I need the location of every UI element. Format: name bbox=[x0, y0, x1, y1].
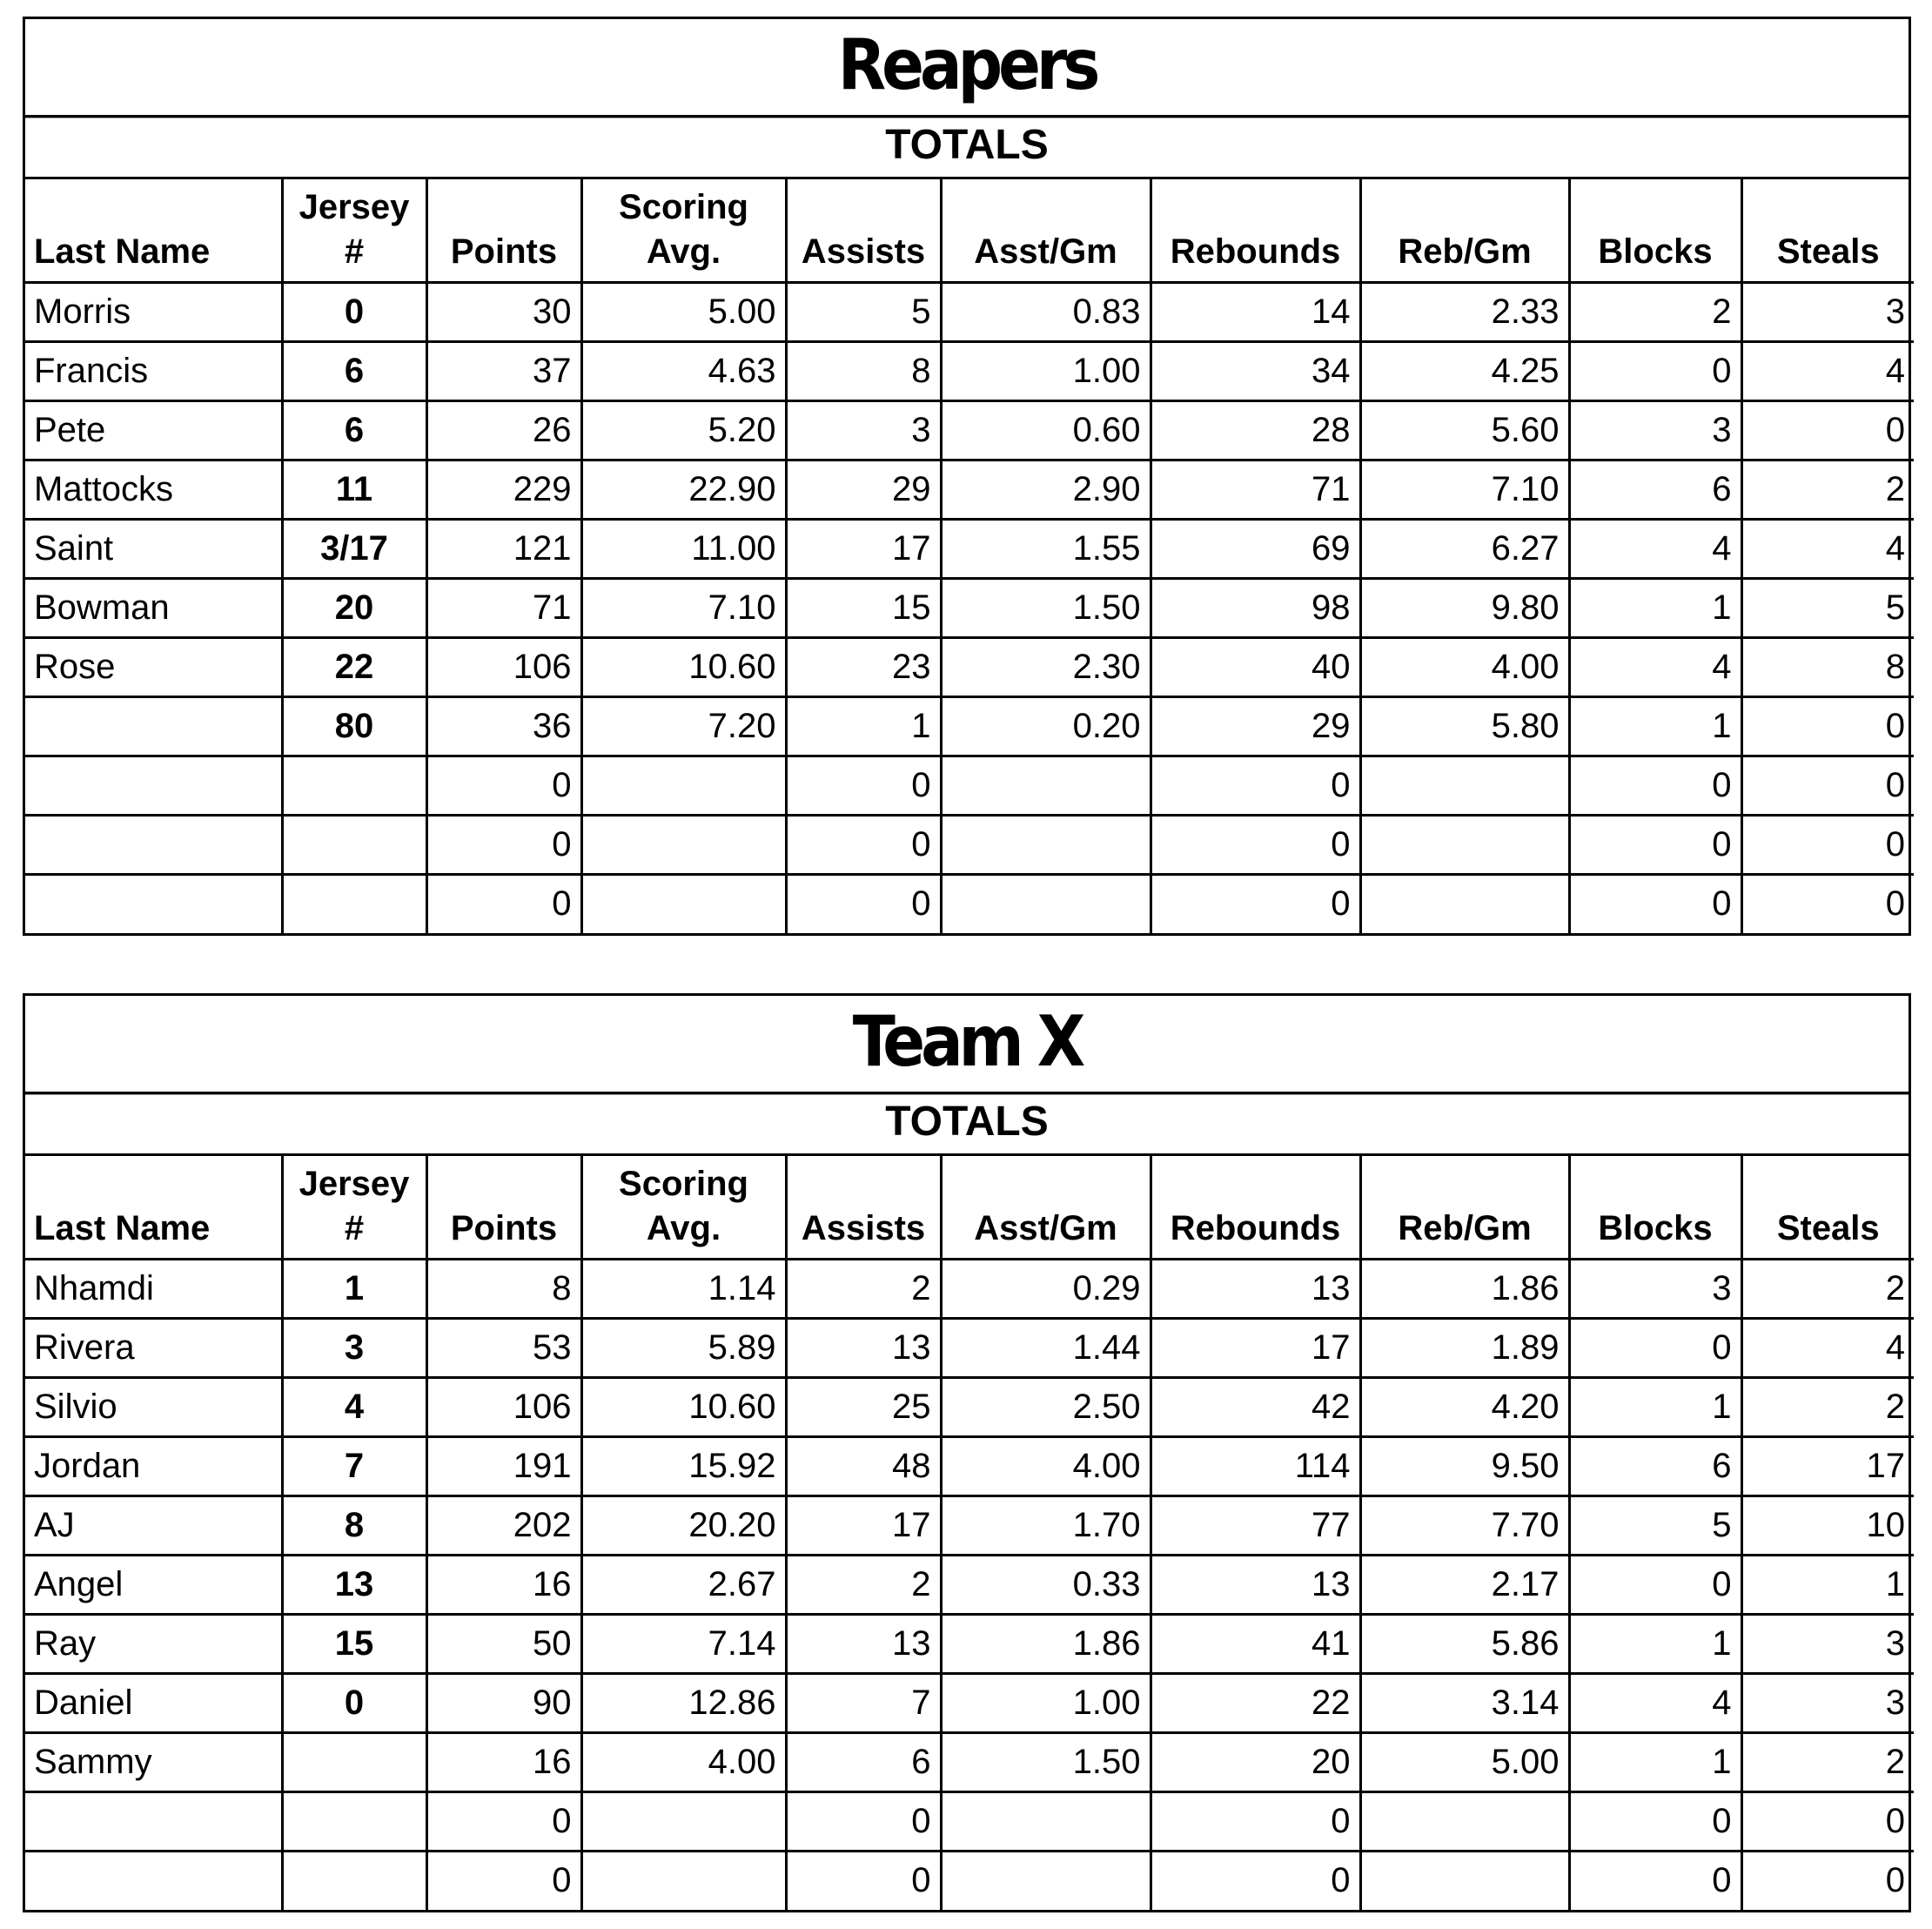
header-reb-gm: Reb/Gm bbox=[1360, 1156, 1569, 1259]
cell-jersey: 1 bbox=[282, 1259, 426, 1318]
table-body bbox=[25, 282, 1914, 933]
cell-steals: 0 bbox=[1885, 1861, 1905, 1900]
cell-rebounds: 42 bbox=[1150, 1377, 1360, 1436]
cell-rebounds: 0 bbox=[1150, 1791, 1360, 1851]
cell-assists: 23 bbox=[786, 637, 941, 696]
table-row bbox=[25, 1851, 1914, 1910]
cell-scoring-avg: 7.10 bbox=[581, 578, 786, 637]
header-jersey: Jersey # bbox=[282, 1156, 426, 1259]
cell-reb-gm: 1.86 bbox=[1360, 1259, 1569, 1318]
cell-steals: 5 bbox=[1741, 578, 1914, 637]
table-row bbox=[25, 1673, 1914, 1732]
cell-steals: 0 bbox=[1741, 1791, 1914, 1851]
cell-scoring-avg: 10.60 bbox=[581, 637, 786, 696]
table-row bbox=[25, 815, 1914, 874]
cell-points: 36 bbox=[426, 696, 581, 756]
cell-rebounds: 41 bbox=[1150, 1614, 1360, 1673]
cell-assists: 6 bbox=[786, 1732, 941, 1791]
cell-rebounds: 13 bbox=[1150, 1555, 1360, 1614]
cell-steals: 3 bbox=[1741, 1673, 1914, 1732]
table-row bbox=[25, 874, 1914, 933]
header-last-name: Last Name bbox=[25, 1156, 282, 1259]
cell-last-name: Jordan bbox=[25, 1436, 282, 1495]
header-jersey: Jersey # bbox=[282, 179, 426, 282]
cell-scoring-avg bbox=[581, 756, 786, 815]
cell-steals: 1 bbox=[1741, 1555, 1914, 1614]
cell-asst-gm: 2.90 bbox=[941, 460, 1150, 519]
cell-reb-gm: 7.10 bbox=[1360, 460, 1569, 519]
cell-reb-gm: 4.25 bbox=[1360, 341, 1569, 400]
cell-points: 50 bbox=[426, 1614, 581, 1673]
cell-scoring-avg: 10.60 bbox=[581, 1377, 786, 1436]
header-blocks: Blocks bbox=[1569, 1156, 1741, 1259]
cell-jersey: 11 bbox=[282, 460, 426, 519]
table-row bbox=[25, 1614, 1914, 1673]
cell-blocks: 3 bbox=[1569, 400, 1741, 460]
cell-reb-gm bbox=[1360, 1851, 1569, 1910]
cell-points: 229 bbox=[426, 460, 581, 519]
table-row bbox=[25, 578, 1914, 637]
cell-assists: 17 bbox=[786, 1495, 941, 1555]
header-assists: Assists bbox=[786, 179, 941, 282]
cell-blocks: 0 bbox=[1569, 341, 1741, 400]
cell-jersey bbox=[282, 756, 426, 815]
cell-last-name bbox=[25, 874, 282, 933]
cell-steals: 10 bbox=[1741, 1495, 1914, 1555]
cell-last-name: Mattocks bbox=[25, 460, 282, 519]
cell-blocks: 6 bbox=[1569, 1436, 1741, 1495]
cell-rebounds: 71 bbox=[1150, 460, 1360, 519]
table-row bbox=[25, 341, 1914, 400]
cell-jersey: 3 bbox=[282, 1318, 426, 1377]
cell-rebounds: 20 bbox=[1150, 1732, 1360, 1791]
cell-reb-gm: 2.33 bbox=[1360, 282, 1569, 341]
cell-rebounds: 0 bbox=[1150, 756, 1360, 815]
cell-assists: 5 bbox=[786, 282, 941, 341]
cell-scoring-avg: 20.20 bbox=[581, 1495, 786, 1555]
header-points: Points bbox=[426, 1156, 581, 1259]
cell-steals: 0 bbox=[1741, 815, 1914, 874]
table-row bbox=[25, 1555, 1914, 1614]
cell-scoring-avg bbox=[581, 1851, 786, 1910]
cell-reb-gm: 2.17 bbox=[1360, 1555, 1569, 1614]
cell-asst-gm: 0.20 bbox=[941, 696, 1150, 756]
cell-jersey: 6 bbox=[282, 400, 426, 460]
cell-blocks: 0 bbox=[1569, 1555, 1741, 1614]
table-body bbox=[25, 1259, 1914, 1910]
table-row bbox=[25, 1259, 1914, 1318]
cell-rebounds: 0 bbox=[1150, 1851, 1360, 1910]
cell-scoring-avg bbox=[581, 874, 786, 933]
table-row bbox=[25, 460, 1914, 519]
cell-scoring-avg: 5.00 bbox=[581, 282, 786, 341]
cell-points: 191 bbox=[426, 1436, 581, 1495]
cell-asst-gm: 1.44 bbox=[941, 1318, 1150, 1377]
cell-rebounds: 17 bbox=[1150, 1318, 1360, 1377]
cell-assists: 1 bbox=[786, 696, 941, 756]
cell-reb-gm: 3.14 bbox=[1360, 1673, 1569, 1732]
cell-points: 0 bbox=[426, 1851, 581, 1910]
cell-assists: 17 bbox=[786, 519, 941, 578]
cell-asst-gm bbox=[941, 1851, 1150, 1910]
cell-blocks: 4 bbox=[1569, 1673, 1741, 1732]
table-row bbox=[25, 756, 1914, 815]
cell-rebounds: 22 bbox=[1150, 1673, 1360, 1732]
totals-label: TOTALS bbox=[25, 112, 1909, 179]
cell-points: 26 bbox=[426, 400, 581, 460]
cell-assists: 13 bbox=[786, 1318, 941, 1377]
cell-points: 106 bbox=[426, 637, 581, 696]
cell-last-name: Silvio bbox=[25, 1377, 282, 1436]
cell-blocks: 1 bbox=[1569, 578, 1741, 637]
cell-points: 16 bbox=[426, 1555, 581, 1614]
cell-points: 71 bbox=[426, 578, 581, 637]
cell-points: 0 bbox=[426, 756, 581, 815]
cell-rebounds: 69 bbox=[1150, 519, 1360, 578]
cell-asst-gm bbox=[941, 874, 1150, 933]
header-points: Points bbox=[426, 179, 581, 282]
cell-blocks: 0 bbox=[1569, 815, 1741, 874]
cell-scoring-avg: 7.14 bbox=[581, 1614, 786, 1673]
cell-asst-gm: 0.29 bbox=[941, 1259, 1150, 1318]
table-row bbox=[25, 519, 1914, 578]
header-scoring-avg: Scoring Avg. bbox=[581, 1156, 786, 1259]
cell-reb-gm: 5.00 bbox=[1360, 1732, 1569, 1791]
cell-steals: 3 bbox=[1741, 1614, 1914, 1673]
cell-scoring-avg: 5.20 bbox=[581, 400, 786, 460]
cell-reb-gm bbox=[1360, 874, 1569, 933]
cell-asst-gm: 1.55 bbox=[941, 519, 1150, 578]
cell-jersey: 0 bbox=[282, 282, 426, 341]
cell-blocks: 0 bbox=[1569, 874, 1741, 933]
cell-steals: 3 bbox=[1741, 282, 1914, 341]
table-row bbox=[25, 400, 1914, 460]
cell-steals: 8 bbox=[1741, 637, 1914, 696]
header-row bbox=[25, 179, 1914, 282]
cell-reb-gm bbox=[1360, 815, 1569, 874]
header-scoring-avg: Scoring Avg. bbox=[581, 179, 786, 282]
cell-scoring-avg bbox=[581, 1791, 786, 1851]
cell-points: 121 bbox=[426, 519, 581, 578]
stats-table bbox=[25, 179, 1914, 933]
cell-reb-gm: 7.70 bbox=[1360, 1495, 1569, 1555]
cell-scoring-avg: 7.20 bbox=[581, 696, 786, 756]
cell-reb-gm bbox=[1360, 1791, 1569, 1851]
cell-last-name bbox=[25, 1791, 282, 1851]
cell-blocks: 1 bbox=[1569, 1377, 1741, 1436]
cell-asst-gm: 1.00 bbox=[941, 1673, 1150, 1732]
cell-asst-gm bbox=[941, 815, 1150, 874]
cell-steals: 17 bbox=[1741, 1436, 1914, 1495]
cell-asst-gm bbox=[941, 1791, 1150, 1851]
table-row bbox=[25, 1791, 1914, 1851]
cell-asst-gm: 1.86 bbox=[941, 1614, 1150, 1673]
cell-jersey: 22 bbox=[282, 637, 426, 696]
table-row bbox=[25, 1377, 1914, 1436]
cell-asst-gm: 0.83 bbox=[941, 282, 1150, 341]
team-title: Team X bbox=[25, 991, 1909, 1095]
cell-jersey: 7 bbox=[282, 1436, 426, 1495]
cell-points: 0 bbox=[426, 815, 581, 874]
totals-label: TOTALS bbox=[25, 1089, 1909, 1156]
cell-assists: 2 bbox=[786, 1259, 941, 1318]
team-title: Reapers bbox=[25, 14, 1909, 118]
cell-points: 16 bbox=[426, 1732, 581, 1791]
cell-assists: 7 bbox=[786, 1673, 941, 1732]
cell-blocks: 5 bbox=[1569, 1495, 1741, 1555]
cell-jersey bbox=[282, 815, 426, 874]
cell-scoring-avg: 12.86 bbox=[581, 1673, 786, 1732]
table-row bbox=[25, 696, 1914, 756]
cell-steals: 0 bbox=[1885, 884, 1905, 924]
cell-last-name: Rose bbox=[25, 637, 282, 696]
cell-assists: 48 bbox=[786, 1436, 941, 1495]
header-steals: Steals bbox=[1741, 1156, 1914, 1259]
cell-assists: 0 bbox=[786, 1791, 941, 1851]
cell-rebounds: 34 bbox=[1150, 341, 1360, 400]
cell-scoring-avg: 22.90 bbox=[581, 460, 786, 519]
cell-asst-gm: 0.33 bbox=[941, 1555, 1150, 1614]
cell-jersey: 4 bbox=[282, 1377, 426, 1436]
cell-asst-gm: 4.00 bbox=[941, 1436, 1150, 1495]
cell-last-name bbox=[25, 696, 282, 756]
cell-scoring-avg: 4.63 bbox=[581, 341, 786, 400]
cell-points: 30 bbox=[426, 282, 581, 341]
cell-jersey: 3/17 bbox=[282, 519, 426, 578]
cell-blocks: 1 bbox=[1569, 1614, 1741, 1673]
cell-jersey: 13 bbox=[282, 1555, 426, 1614]
cell-reb-gm: 9.50 bbox=[1360, 1436, 1569, 1495]
cell-reb-gm: 4.20 bbox=[1360, 1377, 1569, 1436]
cell-scoring-avg: 2.67 bbox=[581, 1555, 786, 1614]
cell-rebounds: 114 bbox=[1150, 1436, 1360, 1495]
cell-rebounds: 14 bbox=[1150, 282, 1360, 341]
cell-jersey: 15 bbox=[282, 1614, 426, 1673]
cell-reb-gm: 6.27 bbox=[1360, 519, 1569, 578]
cell-scoring-avg: 11.00 bbox=[581, 519, 786, 578]
cell-jersey: 6 bbox=[282, 341, 426, 400]
cell-reb-gm: 5.60 bbox=[1360, 400, 1569, 460]
cell-points: 0 bbox=[426, 1791, 581, 1851]
cell-rebounds: 77 bbox=[1150, 1495, 1360, 1555]
table-row bbox=[25, 1436, 1914, 1495]
cell-assists: 2 bbox=[786, 1555, 941, 1614]
cell-jersey bbox=[282, 1851, 426, 1910]
cell-blocks: 2 bbox=[1569, 282, 1741, 341]
header-reb-gm: Reb/Gm bbox=[1360, 179, 1569, 282]
cell-blocks: 4 bbox=[1569, 637, 1741, 696]
cell-assists: 0 bbox=[786, 1851, 941, 1910]
header-rebounds: Rebounds bbox=[1150, 1156, 1360, 1259]
table-row bbox=[25, 637, 1914, 696]
team-sheet-reapers bbox=[23, 17, 1911, 936]
cell-asst-gm: 2.30 bbox=[941, 637, 1150, 696]
cell-asst-gm: 1.50 bbox=[941, 1732, 1150, 1791]
cell-blocks: 1 bbox=[1569, 696, 1741, 756]
cell-jersey: 8 bbox=[282, 1495, 426, 1555]
cell-scoring-avg: 1.14 bbox=[581, 1259, 786, 1318]
cell-reb-gm bbox=[1360, 756, 1569, 815]
cell-asst-gm: 0.60 bbox=[941, 400, 1150, 460]
cell-assists: 13 bbox=[786, 1614, 941, 1673]
cell-steals: 0 bbox=[1741, 400, 1914, 460]
cell-assists: 3 bbox=[786, 400, 941, 460]
cell-scoring-avg bbox=[581, 815, 786, 874]
cell-steals: 4 bbox=[1741, 341, 1914, 400]
header-last-name: Last Name bbox=[25, 179, 282, 282]
cell-asst-gm: 1.70 bbox=[941, 1495, 1150, 1555]
header-blocks: Blocks bbox=[1569, 179, 1741, 282]
cell-blocks: 0 bbox=[1569, 1318, 1741, 1377]
cell-jersey: 80 bbox=[282, 696, 426, 756]
cell-last-name: Rivera bbox=[25, 1318, 282, 1377]
cell-asst-gm: 1.50 bbox=[941, 578, 1150, 637]
cell-blocks: 3 bbox=[1569, 1259, 1741, 1318]
cell-last-name: Francis bbox=[25, 341, 282, 400]
cell-jersey bbox=[282, 874, 426, 933]
cell-last-name bbox=[25, 1851, 282, 1910]
cell-blocks: 1 bbox=[1569, 1732, 1741, 1791]
cell-rebounds: 28 bbox=[1150, 400, 1360, 460]
cell-steals: 4 bbox=[1741, 519, 1914, 578]
cell-points: 53 bbox=[426, 1318, 581, 1377]
table-row bbox=[25, 1318, 1914, 1377]
header-assists: Assists bbox=[786, 1156, 941, 1259]
cell-points: 106 bbox=[426, 1377, 581, 1436]
header-rebounds: Rebounds bbox=[1150, 179, 1360, 282]
cell-assists: 29 bbox=[786, 460, 941, 519]
header-row bbox=[25, 1156, 1914, 1259]
cell-rebounds: 40 bbox=[1150, 637, 1360, 696]
cell-points: 202 bbox=[426, 1495, 581, 1555]
cell-last-name: Sammy bbox=[25, 1732, 282, 1791]
cell-rebounds: 98 bbox=[1150, 578, 1360, 637]
cell-points: 37 bbox=[426, 341, 581, 400]
cell-rebounds: 0 bbox=[1150, 815, 1360, 874]
cell-asst-gm: 1.00 bbox=[941, 341, 1150, 400]
cell-reb-gm: 5.80 bbox=[1360, 696, 1569, 756]
cell-reb-gm: 9.80 bbox=[1360, 578, 1569, 637]
cell-rebounds: 29 bbox=[1150, 696, 1360, 756]
cell-steals: 2 bbox=[1741, 1259, 1914, 1318]
cell-last-name: Morris bbox=[25, 282, 282, 341]
cell-blocks: 6 bbox=[1569, 460, 1741, 519]
cell-last-name bbox=[25, 756, 282, 815]
table-row bbox=[25, 282, 1914, 341]
cell-reb-gm: 4.00 bbox=[1360, 637, 1569, 696]
cell-last-name: AJ bbox=[25, 1495, 282, 1555]
cell-assists: 0 bbox=[786, 874, 941, 933]
cell-last-name: Angel bbox=[25, 1555, 282, 1614]
cell-blocks: 0 bbox=[1569, 1791, 1741, 1851]
cell-last-name: Pete bbox=[25, 400, 282, 460]
cell-jersey bbox=[282, 1732, 426, 1791]
table-row bbox=[25, 1495, 1914, 1555]
cell-points: 90 bbox=[426, 1673, 581, 1732]
cell-steals: 0 bbox=[1741, 756, 1914, 815]
cell-steals: 4 bbox=[1741, 1318, 1914, 1377]
cell-blocks: 4 bbox=[1569, 519, 1741, 578]
cell-rebounds: 13 bbox=[1150, 1259, 1360, 1318]
header-steals: Steals bbox=[1741, 179, 1914, 282]
cell-steals: 2 bbox=[1741, 460, 1914, 519]
cell-scoring-avg: 4.00 bbox=[581, 1732, 786, 1791]
cell-last-name: Daniel bbox=[25, 1673, 282, 1732]
cell-blocks: 0 bbox=[1569, 756, 1741, 815]
cell-steals: 2 bbox=[1741, 1377, 1914, 1436]
cell-asst-gm bbox=[941, 756, 1150, 815]
cell-steals: 2 bbox=[1741, 1732, 1914, 1791]
cell-scoring-avg: 5.89 bbox=[581, 1318, 786, 1377]
cell-assists: 8 bbox=[786, 341, 941, 400]
cell-asst-gm: 2.50 bbox=[941, 1377, 1150, 1436]
header-asst-gm: Asst/Gm bbox=[941, 1156, 1150, 1259]
stats-table bbox=[25, 1156, 1914, 1910]
header-asst-gm: Asst/Gm bbox=[941, 179, 1150, 282]
cell-steals: 0 bbox=[1741, 696, 1914, 756]
cell-assists: 15 bbox=[786, 578, 941, 637]
cell-points: 8 bbox=[426, 1259, 581, 1318]
cell-points: 0 bbox=[426, 874, 581, 933]
cell-last-name: Ray bbox=[25, 1614, 282, 1673]
cell-scoring-avg: 15.92 bbox=[581, 1436, 786, 1495]
table-row bbox=[25, 1732, 1914, 1791]
cell-last-name: Nhamdi bbox=[25, 1259, 282, 1318]
cell-jersey: 0 bbox=[282, 1673, 426, 1732]
cell-assists: 25 bbox=[786, 1377, 941, 1436]
cell-last-name: Saint bbox=[25, 519, 282, 578]
cell-blocks: 0 bbox=[1569, 1851, 1741, 1910]
cell-last-name bbox=[25, 815, 282, 874]
cell-rebounds: 0 bbox=[1150, 874, 1360, 933]
cell-reb-gm: 1.89 bbox=[1360, 1318, 1569, 1377]
cell-jersey bbox=[282, 1791, 426, 1851]
cell-assists: 0 bbox=[786, 815, 941, 874]
cell-reb-gm: 5.86 bbox=[1360, 1614, 1569, 1673]
team-sheet-team-x bbox=[23, 993, 1911, 1912]
cell-assists: 0 bbox=[786, 756, 941, 815]
cell-jersey: 20 bbox=[282, 578, 426, 637]
cell-last-name: Bowman bbox=[25, 578, 282, 637]
